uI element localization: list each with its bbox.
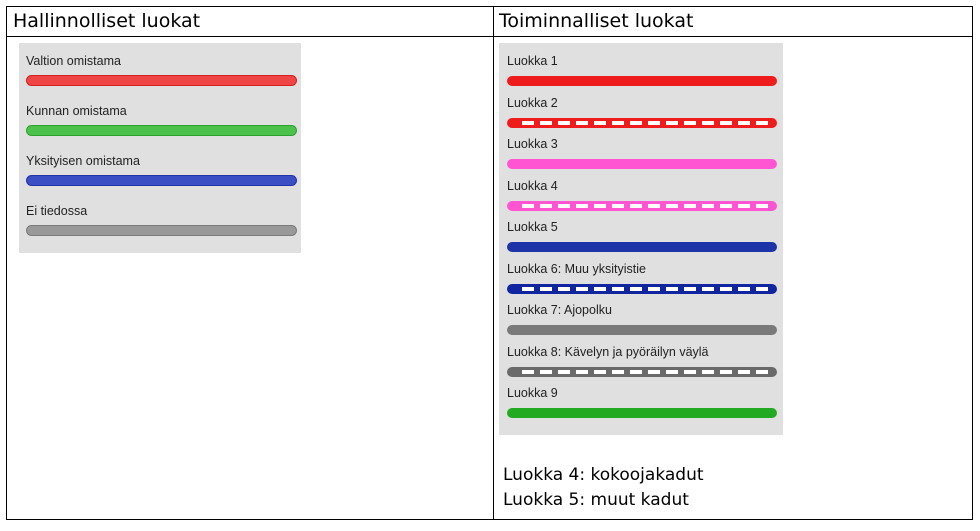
note-luokka-5: Luokka 5: muut kadut: [503, 490, 689, 510]
legend-swatch-luokka-3: [507, 159, 777, 169]
legend-label-luokka-1: Luokka 1: [507, 54, 558, 68]
header-divider: [7, 36, 972, 37]
legend-label-valtion-omistama: Valtion omistama: [26, 54, 121, 68]
header-administrative-classes: Hallinnolliset luokat: [13, 10, 201, 32]
legend-swatch-dash-pattern: [516, 370, 768, 374]
legend-swatch-ei-tiedossa: [26, 225, 297, 236]
legend-swatch-valtion-omistama: [26, 75, 297, 86]
legend-swatch-luokka-6-muu-yksityistie: [507, 284, 777, 294]
legend-label-luokka-6-muu-yksityistie: Luokka 6: Muu yksityistie: [507, 261, 646, 276]
legend-swatch-dash-pattern: [516, 204, 768, 208]
legend-label-luokka-5: Luokka 5: [507, 220, 558, 234]
legend-label-yksityisen-omistama: Yksityisen omistama: [26, 154, 140, 168]
legend-swatch-luokka-7-ajopolku: [507, 325, 777, 335]
column-divider: [493, 7, 494, 519]
functional-legend: [499, 43, 783, 435]
legend-swatch-luokka-5: [507, 242, 777, 252]
legend-swatch-luokka-9: [507, 408, 777, 418]
header-functional-classes: Toiminnalliset luokat: [499, 10, 694, 32]
legend-label-luokka-4: Luokka 4: [507, 178, 558, 193]
legend-label-luokka-2: Luokka 2: [507, 95, 558, 110]
legend-label-kunnan-omistama: Kunnan omistama: [26, 104, 127, 118]
legend-swatch-dash-pattern: [516, 121, 768, 125]
legend-swatch-yksityisen-omistama: [26, 175, 297, 186]
legend-swatch-dash-pattern: [516, 287, 768, 291]
legend-swatch-kunnan-omistama: [26, 125, 297, 136]
legend-swatch-luokka-2: [507, 118, 777, 128]
legend-label-luokka-3: Luokka 3: [507, 137, 558, 151]
legend-swatch-luokka-4: [507, 201, 777, 211]
legend-label-luokka-7-ajopolku: Luokka 7: Ajopolku: [507, 303, 612, 317]
legend-swatch-luokka-8-kavelyn-ja-pyorailyn-vayla: [507, 367, 777, 377]
legend-label-luokka-9: Luokka 9: [507, 386, 558, 400]
administrative-legend: [19, 43, 301, 253]
legend-swatch-luokka-1: [507, 76, 777, 86]
legend-label-ei-tiedossa: Ei tiedossa: [26, 204, 88, 218]
note-luokka-4: Luokka 4: kokoojakadut: [503, 465, 704, 485]
legend-label-luokka-8-kavelyn-ja-pyorailyn-vayla: Luokka 8: Kävelyn ja pyöräilyn väylä: [507, 344, 709, 359]
